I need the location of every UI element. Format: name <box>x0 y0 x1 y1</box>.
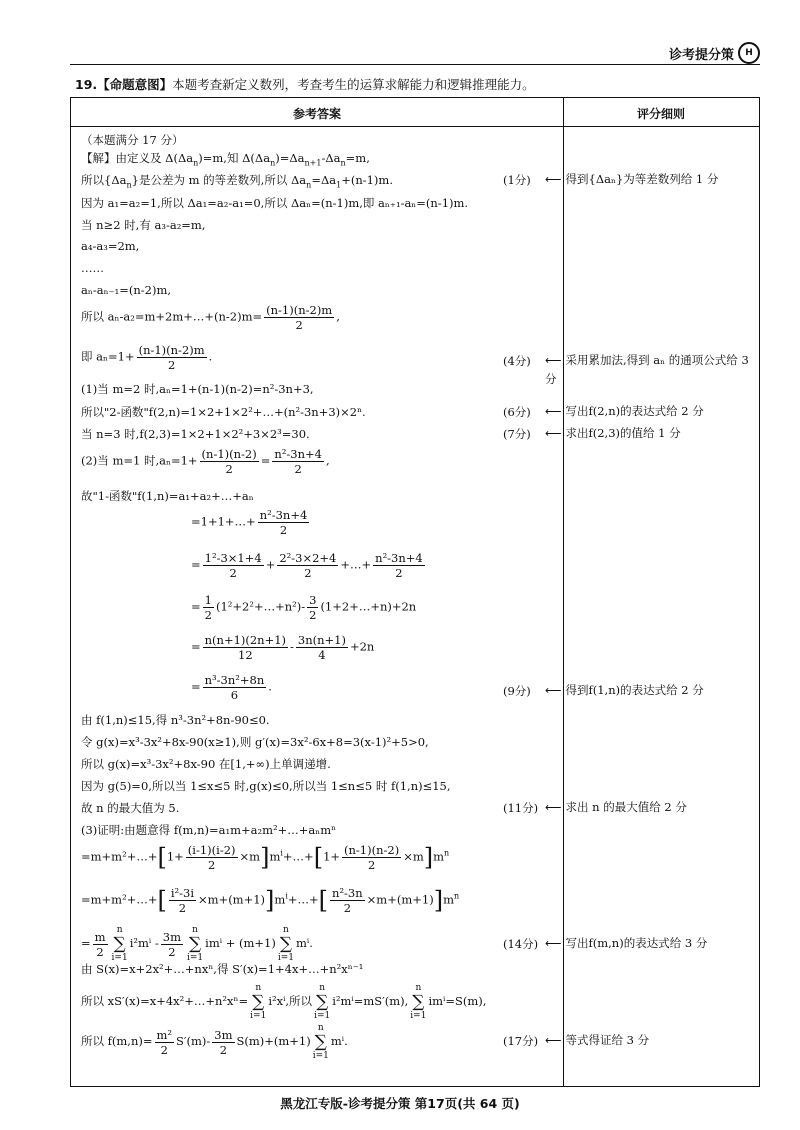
header-grading: 评分细则 <box>636 107 685 121</box>
solution-line: 故"1-函数"f(1,n)=a₁+a₂+…+aₙ <box>81 489 254 503</box>
solution-line: 因为 a₁=a₂=1,所以 Δa₁=a₂-a₁=0,所以 Δaₙ=(n-1)m,即 aₙ₊₁-aₙ=(n-1)m. <box>81 196 469 210</box>
score-marker: (14分) <box>503 937 539 951</box>
solution-line: = $\frac{\text{1²-3×1+4}}{2}$ + $\frac{\text{2²-3×2+4}}{2}$ +…+ $\frac{\text{n²-3n+4}}{2}$ <box>191 551 423 580</box>
table-header <box>71 98 759 127</box>
solution-line: aₙ-aₙ₋₁=(n-2)m, <box>81 283 172 297</box>
arrow-left-icon: ⟵ <box>545 936 562 950</box>
score-marker: (11分) <box>503 801 539 815</box>
score-marker: (6分) <box>503 405 531 419</box>
grading-note: ⟵ 采用累加法,得到 aₙ 的通项公式给 3 分 <box>545 353 749 386</box>
question-tag: 【命题意图】 <box>97 77 173 92</box>
grading-note: ⟵ 等式得证给 3 分 <box>545 1033 650 1047</box>
solution-line: 即 aₙ=1+ $\frac{(n-1)(n-2)m}{2}$ . <box>81 343 213 372</box>
header-brand <box>669 42 760 64</box>
arrow-left-icon: ⟵ <box>545 683 562 697</box>
solution-line: 当 n≥2 时,有 a₃-a₂=m, <box>81 218 206 232</box>
score-marker: (9分) <box>503 684 531 698</box>
solution-line: (2)当 m=1 时,aₙ=1+ $\frac{(n-1)(n-2)}{2}$ = $\frac{\text{n²-3n+4}}{2}$ , <box>81 447 330 476</box>
brand-logo-icon: H <box>738 42 760 64</box>
grading-note: ⟵ 求出f(2,3)的值给 1 分 <box>545 426 681 440</box>
grading-note: ⟵ 求出 n 的最大值给 2 分 <box>545 800 687 814</box>
solution-line: …… <box>81 261 104 275</box>
solution-line: 所以 g(x)=x³-3x²+8x-90 在[1,+∞)上单调递增. <box>81 757 331 771</box>
solution-line: = $\frac{n(n+1)(2n+1)}{12}$ - $\frac{3n(n+1)}{4}$ +2n <box>191 633 375 662</box>
brand-title: 诊考提分策 <box>668 47 734 63</box>
solution-line: （本题满分 17 分） <box>81 133 184 147</box>
grading-note: ⟵ 写出f(2,n)的表达式给 2 分 <box>545 404 704 418</box>
header-answer: 参考答案 <box>292 107 341 121</box>
solution-line: (3)证明:由题意得 f(m,n)=a₁m+a₂m²+…+aₙmⁿ <box>81 823 337 837</box>
solution-line: a₄-a₃=2m, <box>81 239 140 253</box>
solution-line: 所以$\{\Delta a_n\}$是公差为 m 的等差数列,所以 $\Delta a_n=\Delta a_1+(n-1)m$. <box>81 173 393 190</box>
score-marker: (17分) <box>503 1034 539 1048</box>
answer-table <box>70 97 760 1087</box>
grading-note: ⟵ 得到f(1,n)的表达式给 2 分 <box>545 683 704 697</box>
question-title <box>75 75 535 93</box>
grading-note: ⟵ 得到{Δaₙ}为等差数列给 1 分 <box>545 172 719 186</box>
solution-line: 令 g(x)=x³-3x²+8x-90(x≥1),则 g′(x)=3x²-6x+8=3(x-1)²+5>0, <box>81 735 429 749</box>
grading-note: ⟵ 写出f(m,n)的表达式给 3 分 <box>545 936 708 950</box>
solution-line: =m+m²+…+[1+ $\frac{(i-1)(i-2)}{2}$ $\times m]m^i+\dots+[1+$ $\frac{(n-1)(n-2)}{2}$ $\times m]m^n$ <box>81 843 450 872</box>
score-marker: (7分) <box>503 427 531 441</box>
solution-line: 所以 f(m,n)= $\frac{\text{m²}}{2}$ S′(m)- $\frac{3m}{2}$ S(m)+(m+1)n ∑ i=1mⁱ. <box>81 1023 348 1061</box>
solution-line: = $\frac{\text{n³-3n²+8n}}{6}$ . <box>191 673 272 702</box>
arrow-left-icon: ⟵ <box>545 404 562 418</box>
arrow-left-icon: ⟵ <box>545 1033 562 1047</box>
solution-line: 因为 g(5)=0,所以当 1≤x≤5 时,g(x)≤0,所以当 1≤n≤5 时 f(1,n)≤15, <box>81 779 451 793</box>
score-marker: (1分) <box>503 173 531 187</box>
score-marker: (4分) <box>503 354 531 368</box>
arrow-left-icon: ⟵ <box>545 353 562 367</box>
solution-line: 由 S(x)=x+2x²+…+nxⁿ,得 S′(x)=1+4x+…+n²xⁿ⁻¹ <box>81 962 364 976</box>
solution-line: = $\frac{m}{2}$ n ∑ i=1i²mⁱ - $\frac{3m}{2}$ n ∑ i=1imⁱ + (m+1)n ∑ i=1mⁱ. <box>81 925 313 963</box>
arrow-left-icon: ⟵ <box>545 172 562 186</box>
question-intent: 本题考查新定义数列，考查考生的运算求解能力和逻辑推理能力。 <box>172 77 535 92</box>
solution-line: 【解】由定义及 $\Delta(\Delta a_n)=m$,知 $\Delta(\Delta a_n)=\Delta a_{n+1}-\Delta a_n=m$, <box>81 151 370 168</box>
arrow-left-icon: ⟵ <box>545 800 562 814</box>
solution-line: = $\frac{1}{2}$ (1²+2²+…+n²)- $\frac{3}{2}$ (1+2+…+n)+2n <box>191 593 417 622</box>
solution-line: 所以 xS′(x)=x+4x²+…+n²xⁿ=n ∑ i=1i²xⁱ,所以n ∑ i=1i²mⁱ=mS′(m),n ∑ i=1imⁱ=S(m), <box>81 983 487 1021</box>
page-footer: 黑龙江专版-诊考提分策 第17页(共 64 页) <box>280 1096 520 1111</box>
header-rule <box>70 64 760 65</box>
solution-line: =m+m²+…+[ $\frac{\text{i²-3i}}{2}$ $\times m+(m+1)]m^i+\dots+$[ $\frac{\text{n²-3n}}{2}$ $\times m+(m+1)]m^n$ <box>81 886 460 915</box>
arrow-left-icon: ⟵ <box>545 426 562 440</box>
solution-line: 所以 aₙ-a₂=m+2m+…+(n-2)m= $\frac{(n-1)(n-2)m}{2}$ , <box>81 303 340 332</box>
solution-line: (1)当 m=2 时,aₙ=1+(n-1)(n-2)=n²-3n+3, <box>81 382 314 396</box>
solution-line: 当 n=3 时,f(2,3)=1×2+1×2²+3×2³=30. <box>81 427 310 441</box>
solution-line: 所以"2-函数"f(2,n)=1×2+1×2²+…+(n²-3n+3)×2ⁿ. <box>81 405 366 419</box>
question-number: 19. <box>75 77 98 92</box>
solution-line: 故 n 的最大值为 5. <box>81 801 180 815</box>
solution-line: 由 f(1,n)≤15,得 n³-3n²+8n-90≤0. <box>81 713 270 727</box>
solution-line: =1+1+…+ $\frac{\text{n²-3n+4}}{2}$ <box>191 508 308 537</box>
